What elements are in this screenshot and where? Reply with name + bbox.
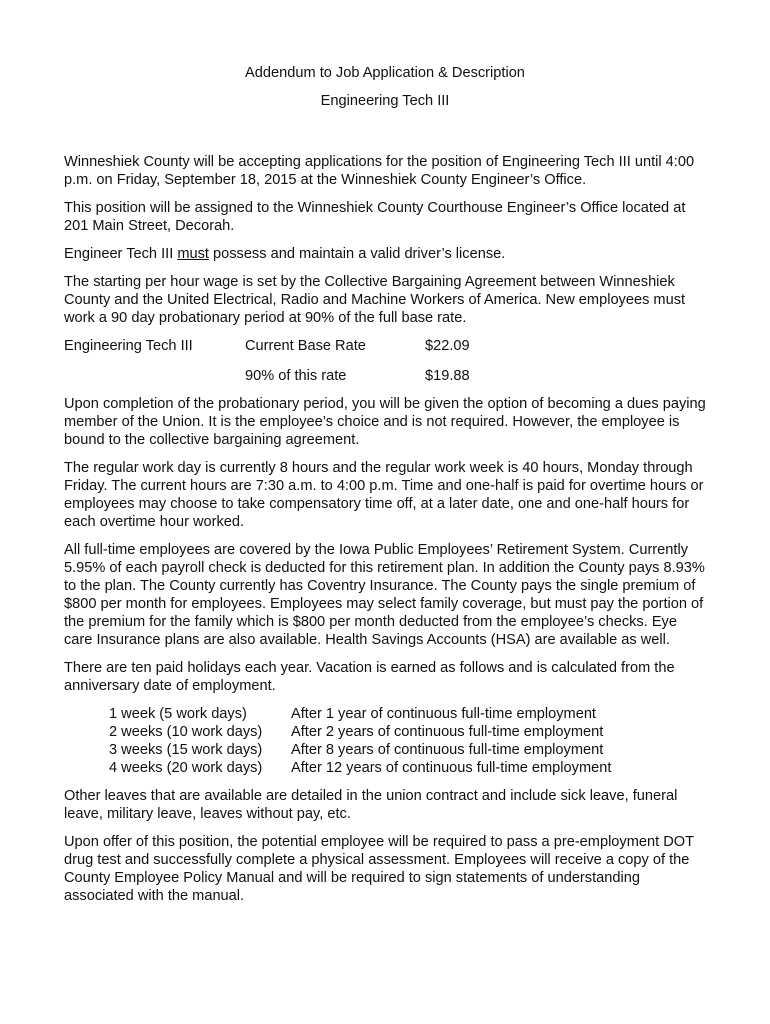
hours-paragraph: The regular work day is currently 8 hours and the regular work week is 40 hours, Monday through Friday. The current hours are 7:30 a.m. to 4:00 p.m. Time and one-half is paid for overtime hours or employees may choose to take compensatory time off, at a later date, one and one-half hours for each overtime hour worked.: [64, 460, 704, 530]
vacation-weeks: 4 weeks (20 work days): [109, 760, 263, 776]
benefits-paragraph: All full-time employees are covered by the Iowa Public Employees’ Retirement System. Currently 5.95% of each payroll check is deducted for this retirement plan. In addition the County pays 8.93% to the plan. The County currently has Coventry Insurance. The County pays the single premium of $800 per month for employees. Employees may select family coverage, but must pay the portion of the premium for the family which is $800 per month deducted from the employee’s checks. Eye care Insurance plans are also available. Health Savings Accounts (HSA) are available as well.: [64, 542, 705, 648]
rate-position-empty: [64, 367, 245, 385]
vacation-weeks: 3 weeks (15 work days): [109, 742, 263, 758]
rate-row: [64, 337, 706, 355]
deadline-paragraph: Winneshiek County will be accepting applications for the position of Engineering Tech III until 4:00 p.m. on Friday, September 18, 2015 at the Winneshiek County Engineer’s Office.: [64, 154, 695, 188]
rate-label: 90% of this rate: [245, 368, 347, 384]
union-paragraph: Upon completion of the probationary period, you will be given the option of becoming a dues paying member of the Union. It is the employee’s choice and is not required. However, the employee is bound to the collective bargaining agreement.: [64, 396, 706, 448]
vacation-row: [109, 723, 706, 741]
license-paragraph: [64, 245, 706, 263]
rate-row: [64, 367, 706, 385]
vacation-requirement: After 1 year of continuous full-time employment: [291, 706, 596, 722]
rate-position: Engineering Tech III: [64, 338, 193, 354]
vacation-row: [109, 705, 706, 723]
document-subtitle: Engineering Tech III: [320, 93, 450, 109]
document-title: Addendum to Job Application & Description: [245, 65, 525, 81]
leaves-paragraph: Other leaves that are available are detailed in the union contract and include sick leave, funeral leave, military leave, leaves without pay, etc.: [64, 788, 678, 822]
wage-paragraph: The starting per hour wage is set by the Collective Bargaining Agreement between Winneshiek County and the United Electrical, Radio and Machine Workers of America. New employees must work a 90 day probationary period at 90% of the full base rate.: [64, 274, 686, 326]
rate-value: $19.88: [425, 368, 470, 384]
vacation-requirement: After 12 years of continuous full-time employment: [291, 760, 612, 776]
vacation-schedule: [64, 705, 706, 777]
vacation-row: [109, 741, 706, 759]
vacation-weeks: 1 week (5 work days): [109, 706, 247, 722]
offer-paragraph: Upon offer of this position, the potential employee will be required to pass a pre-employment DOT drug test and successfully complete a physical assessment. Employees will receive a copy of the County Employee Policy Manual and will be required to sign statements of understanding associated with the manual.: [64, 834, 694, 904]
vacation-weeks: 2 weeks (10 work days): [109, 724, 263, 740]
license-text-before: Engineer Tech III: [64, 246, 178, 262]
vacation-requirement: After 8 years of continuous full-time employment: [291, 742, 604, 758]
rate-label: Current Base Rate: [245, 338, 366, 354]
vacation-requirement: After 2 years of continuous full-time employment: [291, 724, 604, 740]
vacation-row: [109, 759, 706, 777]
location-paragraph: This position will be assigned to the Winneshiek County Courthouse Engineer’s Office located at 201 Main Street, Decorah.: [64, 200, 686, 234]
holidays-paragraph: There are ten paid holidays each year. Vacation is earned as follows and is calculated from the anniversary date of employment.: [64, 660, 675, 694]
rate-value: $22.09: [425, 338, 470, 354]
license-text-emphasis: must: [177, 246, 209, 262]
license-text-after: possess and maintain a valid driver’s license.: [208, 246, 506, 262]
rate-table: [64, 337, 706, 385]
